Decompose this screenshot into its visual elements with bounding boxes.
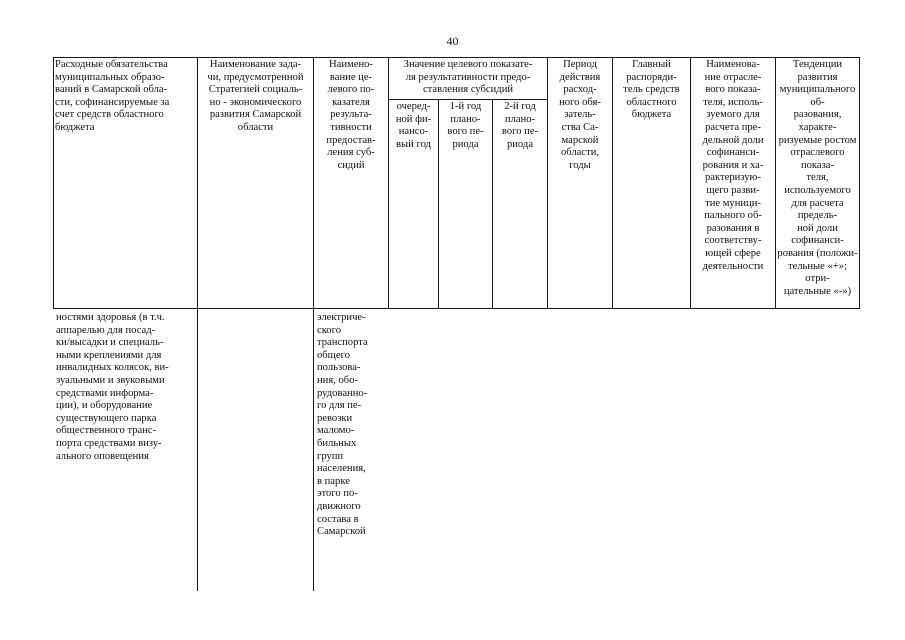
continuation-expense-text: ностями здоровья (в т.ч. аппарелью для посад- ки/высадки и специаль- ными креплениями для инвалидных колясок, ви- зуальными и звуковыми средствами информа- ции), и оборудование существующего парка общественного транс- порта средствами визу- ального оповещения [56,312,169,462]
table-top-border [53,57,859,58]
header-obligation-period: Период действия расход- ного обя- затель- ства Са- марской области, годы [559,59,601,171]
header-next-financial-year: очеред- ной фи- нансо- вый год [395,101,432,150]
header-second-planning-year: 2-й год плано- вого пе- риода [501,101,539,150]
cont-divider-2 [313,309,314,591]
table-right-border [859,57,860,309]
col-divider-1 [197,57,198,309]
table-header-bottom-border [53,308,859,309]
header-strategy-task: Наименование зада- чи, предусмотренной Стратегией социаль- но - экономического развития Самарской области [207,59,304,133]
header-sector-indicator: Наименова- ние отрасле- вого показа- теля, исполь- зуемого для расчета пре- дельной доли софинанси- рования и ха- рактеризую- щего разви- тие муници- пального об- разования в соответству- ющей сфере деятельности [702,59,764,272]
table-subheader-line [388,99,547,100]
header-expense-obligations: Расходные обязательства муниципальных образо- ваний в Самарской обла- сти, софинансируемые за счет средств областного бюджета [55,59,170,133]
header-target-value-group: Значение целевого показате- ля результативности предо- ставления субсидий [403,59,533,96]
continuation-indicator-text: электриче- ского транспорта общего пользова- ния, обо- рудованно- го для пе- ревозки маломо- бильных групп населения, в парке этого по- движного состава в Самарской [317,312,368,538]
header-chief-administrator: Главный распоряди- тель средств областного бюджета [623,59,680,121]
page-number: 40 [446,34,459,48]
table-left-border [53,57,54,309]
header-target-indicator: Наимено- вание це- левого по- казателя результа- тивности предостав- ления суб- сидий [326,59,376,171]
header-first-planning-year: 1-й год плано- вого пе- риода [447,101,484,150]
header-development-trends: Тенденции развития муниципального об- разования, характе- ризуемые ростом отраслевого показа- теля, используемого для расчета предель- ной доли софинанси- рования (положи- тельные «+»; отри- цательные «-») [777,59,858,297]
cont-divider-1 [197,309,198,591]
